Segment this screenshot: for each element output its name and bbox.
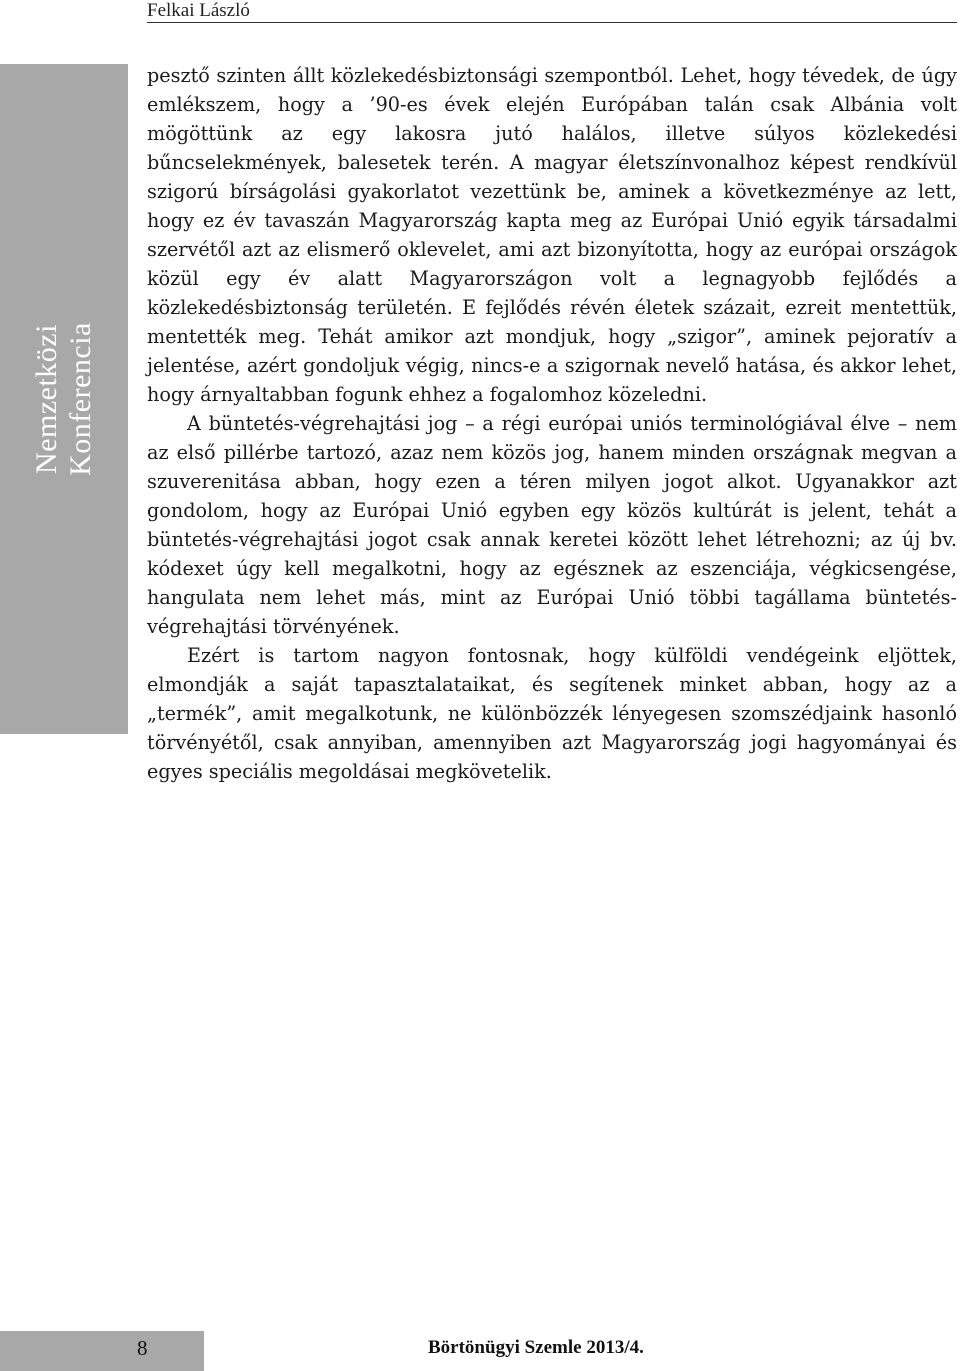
header-divider <box>147 22 957 23</box>
paragraph-3: Ezért is tartom nagyon fontosnak, hogy külföldi vendégeink eljöttek, elmondják a saját tapasztalataikat, és segítenek minket abban, hogy az a „termék”, amit megalkotunk, ne különbözzék lényegesen szomszédjaink hasonló törvényétől, csak annyiban, amennyiben azt Magyarország jogi hagyományai és egyes speciális megoldásai megkövetelik. <box>147 644 957 783</box>
running-header-author: Felkai László <box>147 0 250 21</box>
journal-title: Börtönügyi Szemle 2013/4. <box>428 1337 644 1358</box>
page-number-box <box>0 1331 204 1371</box>
side-tab-label <box>30 322 98 476</box>
section-side-tab <box>0 64 128 734</box>
side-tab-line-1: Nemzetközi <box>30 324 63 474</box>
side-tab-line-2: Konferencia <box>64 322 97 476</box>
paragraph-1: pesztő szinten állt közlekedésbiztonsági szempontból. Lehet, hogy tévedek, de úgy emlékszem, hogy a ’90-es évek elején Európában talán csak Albánia volt mögöttünk az egy lakosra jutó halálos, illetve súlyos közlekedési bűncselekmények, balesetek terén. A magyar életszínvonalhoz képest rendkívül szigorú bírságolási gyakorlatot vezettünk be, aminek a következménye az lett, hogy ez év tavaszán Magyarország kapta meg az Európai Unió egyik társadalmi szervétől azt az elismerő oklevelet, ami azt bizonyította, hogy az európai országok közül egy év alatt Magyarországon volt a legnagyobb fejlődés a közlekedésbiztonság területén. E fejlődés révén életek százait, ezreit mentettük, mentették meg. Tehát amikor azt mondjuk, hogy „szigor”, aminek pejoratív a jelentése, azért gondoljuk végig, nincs-e a szigornak nevelő hatása, és akkor lehet, hogy árnyaltabban fogunk ehhez a fogalomhoz közeledni. <box>147 64 957 406</box>
article-body <box>147 61 957 786</box>
page-number: 8 <box>137 1336 148 1360</box>
paragraph-2: A büntetés-végrehajtási jog – a régi európai uniós terminológiával élve – nem az első pillérbe tartozó, azaz nem közös jog, hanem minden országnak megvan a szuverenitása abban, hogy ezen a téren milyen jogot alkot. Ugyanakkor azt gondolom, hogy az Európai Unió egyben egy közös kultúrát is jelent, tehát a büntetés-végrehajtási jogot csak annak keretei között lehet létrehozni; az új bv. kódexet úgy kell megalkotni, hogy az egésznek az eszenciája, végkicsengése, hangulata nem lehet más, mint az Európai Unió többi tagállama büntetés-végrehajtási törvényének. <box>147 412 957 638</box>
